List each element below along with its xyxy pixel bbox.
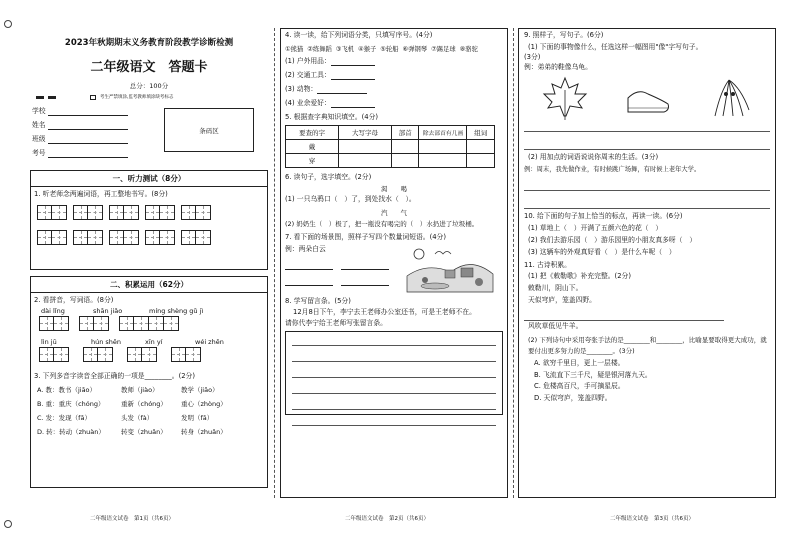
dictionary-table [285, 125, 495, 168]
tianzige-quad[interactable] [119, 316, 179, 331]
answer-line[interactable] [524, 183, 770, 191]
option-a1: A. 教：教书（jiāo） [37, 385, 97, 394]
table-cell: 穿 [286, 153, 339, 167]
table-row [286, 139, 495, 153]
page-footer: 二年级语文试卷 第2页（共6页） [345, 516, 429, 522]
tianzige-pair[interactable] [73, 205, 103, 220]
q9-example: 例：弟弟的鞋像乌龟。 [524, 63, 592, 72]
table-header-cell: 要查的字 [286, 125, 339, 139]
q6-sentence-1: (1) 一只乌鸦口（ ）了，到处找水（ ）。 [285, 195, 416, 204]
question-11: 11. 古诗积累。 [524, 260, 571, 269]
option-c2: 头发（fà） [121, 413, 154, 422]
category-label: (4) 业余爱好： [285, 99, 331, 107]
word-item: ⑥弹钢琴 [402, 45, 428, 53]
category-answer[interactable] [331, 72, 375, 80]
mark-block [36, 96, 44, 99]
question-10: 10. 给下面的句子加上恰当的标点，再读一读。(6分) [524, 212, 683, 221]
pinyin-label: míng shèng gǔ jì [149, 306, 204, 315]
table-row [286, 153, 495, 167]
q4-word-list [285, 44, 503, 53]
binding-hole [4, 20, 12, 28]
tianzige-pair[interactable] [145, 230, 175, 245]
q11-part-2: (2) 下列诗句中采用夸张手法的是________和________，比喻显要取得更大成功，就要付出更多努力的是________。(3分) [528, 335, 767, 355]
section-title: 二、积累运用（62分） [31, 277, 267, 293]
option-b1: B. 重：重庆（chóng） [37, 399, 105, 408]
answer-line[interactable] [285, 262, 333, 270]
q7-example: 例：两朵白云 [285, 245, 326, 254]
question-9: 9. 照样子，写句子。(6分) [524, 31, 604, 39]
field-label: 班级 [32, 135, 46, 144]
answer-cell[interactable] [392, 153, 419, 167]
writing-grid-row [31, 222, 267, 247]
q11-option: D. 天似穹庐，笼盖四野。 [534, 394, 612, 403]
question-3: 3. 下列多音字读音全部正确的一项是________。(2分) [34, 371, 196, 380]
tianzige-pair[interactable] [79, 316, 109, 331]
word-item: ③飞机 [335, 45, 355, 53]
page-3 [518, 28, 776, 498]
tianzige-pair[interactable] [181, 230, 211, 245]
table-header-cell: 部首 [392, 125, 419, 139]
question-8: 8. 学写留言条。(5分) [285, 297, 351, 306]
page-footer: 二年级语文试卷 第1页（共6页） [90, 516, 174, 522]
option-d3: 转身（zhuǎn） [181, 427, 227, 436]
answer-cell[interactable] [339, 153, 392, 167]
question-5: 5. 根据查字典知识填空。(4分) [285, 112, 379, 121]
pinyin-label: wéi zhēn [195, 337, 224, 346]
option-d2: 转变（zhuǎn） [121, 427, 167, 436]
answer-cell[interactable] [467, 139, 495, 153]
tianzige-pair[interactable] [109, 205, 139, 220]
q11-option: B. 飞流直下三千尺，疑是银河落九天。 [534, 370, 652, 379]
pinyin-label: hún shēn [91, 337, 122, 346]
answer-line[interactable] [524, 124, 770, 132]
field-label: 学校 [32, 107, 46, 116]
word-item: ②练舞蹈 [307, 45, 332, 53]
option-row [37, 399, 261, 408]
option-row [37, 385, 261, 394]
poem-line: 风吹草低见牛羊。 [528, 321, 583, 330]
maple-leaf-image [540, 76, 590, 120]
category-answer[interactable] [331, 100, 375, 108]
question-7: 7. 看下面的场景图，照样子写四个数量词短语。(4分) [285, 233, 447, 242]
writing-grid-row [31, 203, 267, 222]
option-c1: C. 发：发现（fā） [37, 413, 91, 422]
category-answer[interactable] [317, 86, 367, 94]
pinyin-label: lìn jū [41, 337, 57, 346]
category-label: (2) 交通工具： [285, 71, 331, 79]
word-item: ①熊猫 [285, 45, 304, 53]
category-label: (3) 动物： [285, 85, 318, 93]
char-pair: 汽 气 [381, 209, 407, 218]
answer-cell[interactable] [467, 153, 495, 167]
scene-illustration [405, 246, 495, 294]
word-item: ⑧骆驼 [459, 45, 478, 53]
char-pair: 渴 喝 [381, 185, 407, 194]
answer-line[interactable] [524, 201, 770, 209]
table-header-cell: 组词 [467, 125, 495, 139]
q3-options [31, 385, 267, 436]
question-2: 2. 看拼音，写词语。(8分) [34, 296, 114, 304]
tianzige-pair[interactable] [109, 230, 139, 245]
q8-prompt-1: 12月8日下午，李宁去王老师办公室还书，可是王老师不在。 [293, 307, 476, 316]
absent-checkbox[interactable] [90, 95, 96, 100]
section-accumulation [30, 276, 268, 488]
tianzige-pair[interactable] [39, 316, 69, 331]
q9-part-1: (1) 下面的事物像什么，任选这样一幅图用"像"字写句子。 [528, 42, 703, 51]
word-item: ⑤轮船 [380, 45, 399, 53]
barcode-area: 条码区 [164, 108, 254, 152]
answer-line[interactable] [341, 278, 389, 286]
q10-item: (3) 这辆车的外观真好看（ ）是什么车呢（ ） [528, 247, 676, 256]
answer-line[interactable] [285, 278, 333, 286]
q4-categories [285, 58, 503, 108]
shoe-image [622, 76, 672, 120]
word-item: ⑦踢足球 [431, 45, 456, 53]
q9-part-2-example: 例：周末，我先做作业，有时候跳广场舞，有时候上老年大学。 [524, 166, 701, 174]
poem-line: 天似穹庐，笼盖四野。 [528, 295, 596, 304]
q11-option: C. 危楼高百尺，手可摘星辰。 [534, 382, 625, 391]
pinyin-grid-row [31, 315, 267, 332]
table-cell: 戴 [286, 139, 339, 153]
section-title: 一、听力测试（8分） [31, 171, 267, 187]
field-label: 姓名 [32, 121, 46, 130]
tianzige-pair[interactable] [127, 347, 157, 362]
q6-sentence-2: (2) 奶奶生（ ）极了，把一瓶没有喝完的（ ）水扔进了垃圾桶。 [285, 220, 479, 229]
table-header [286, 125, 495, 139]
exam-number-field[interactable] [48, 150, 128, 158]
q9-images [524, 76, 770, 120]
tianzige-pair[interactable] [39, 347, 69, 362]
option-row [37, 413, 261, 422]
category-answer[interactable] [331, 58, 375, 66]
mark-block [48, 96, 56, 99]
school-field[interactable] [48, 108, 128, 116]
answer-cell[interactable] [419, 139, 467, 153]
answer-cell[interactable] [419, 153, 467, 167]
pinyin-label: shān jiǎo [93, 306, 123, 315]
answer-line[interactable] [524, 142, 770, 150]
answer-cell[interactable] [392, 139, 419, 153]
pinyin-grid-row [31, 346, 267, 363]
page-footer: 二年级语文试卷 第3页（共6页） [610, 516, 694, 522]
student-info [30, 108, 150, 158]
q9-part-1-score: (3分) [524, 52, 541, 61]
page-2 [280, 28, 508, 498]
q10-item: (2) 我们去游乐园（ ）游乐园里的小朋友真多呀（ ） [528, 235, 697, 244]
poem-fill-line[interactable] [524, 313, 724, 321]
notice-text: 考生严禁填涂,监考教师填涂缺考标志 [100, 95, 174, 100]
pinyin-label: xīn yí [145, 337, 163, 346]
column-divider [513, 28, 514, 498]
field-label: 考号 [32, 149, 46, 158]
tianzige-pair[interactable] [37, 205, 67, 220]
poem-line: 敕勒川，阴山下。 [528, 284, 583, 293]
option-b3: 重心（zhòng） [181, 399, 227, 408]
table-header-cell: 大写字母 [339, 125, 392, 139]
option-a2: 教师（jiào） [121, 385, 159, 394]
tianzige-pair[interactable] [181, 205, 211, 220]
tianzige-pair[interactable] [83, 347, 113, 362]
tianzige-pair[interactable] [171, 347, 201, 362]
question-4: 4. 读一读，给下列词语分类，只填写序号。(4分) [285, 31, 433, 39]
binding-hole [4, 520, 12, 528]
option-row [37, 427, 261, 436]
answer-cell[interactable] [339, 139, 392, 153]
name-field[interactable] [48, 122, 128, 130]
note-writing-area[interactable] [285, 331, 503, 415]
exam-title: 2023年秋期期末义务教育阶段教学诊断检测 [64, 38, 234, 48]
tianzige-pair[interactable] [73, 230, 103, 245]
page-1 [30, 28, 268, 498]
pinyin-label: dài lǐng [41, 306, 65, 315]
question-1: 1. 听老师念两遍词语，再工整地书写。(8分) [34, 190, 168, 198]
q9-part-2: (2) 用加点的词语说说你周末的生活。(3分) [528, 153, 659, 162]
table-header-cell: 除去部首有几画 [419, 125, 467, 139]
tianzige-pair[interactable] [37, 230, 67, 245]
option-d1: D. 转：转动（zhuàn） [37, 427, 105, 436]
q11-part-1: (1) 把《敕勒歌》补充完整。(2分) [528, 272, 631, 281]
option-b2: 重新（chóng） [121, 399, 167, 408]
category-label: (1) 户外用品： [285, 57, 331, 65]
answer-line[interactable] [341, 262, 389, 270]
q8-prompt-2: 请你代李宁给王老师写张留言条。 [285, 318, 387, 327]
willow-tree-image [704, 76, 754, 120]
tianzige-pair[interactable] [145, 205, 175, 220]
question-6: 6. 读句子，选字填空。(2分) [285, 172, 372, 181]
section-listening [30, 170, 268, 270]
word-item: ④猴子 [358, 45, 377, 53]
page-title: 二年级语文 答题卡 [90, 60, 208, 75]
option-c3: 发明（fā） [181, 413, 214, 422]
option-a3: 教学（jiāo） [181, 385, 219, 394]
class-field[interactable] [48, 136, 128, 144]
column-divider [274, 28, 275, 498]
score-total: 总分：100分 [129, 82, 169, 90]
q11-option: A. 欲穷千里目，更上一层楼。 [534, 358, 625, 367]
q10-item: (1) 草地上（ ）开满了五颜六色的花（ ） [528, 224, 663, 233]
